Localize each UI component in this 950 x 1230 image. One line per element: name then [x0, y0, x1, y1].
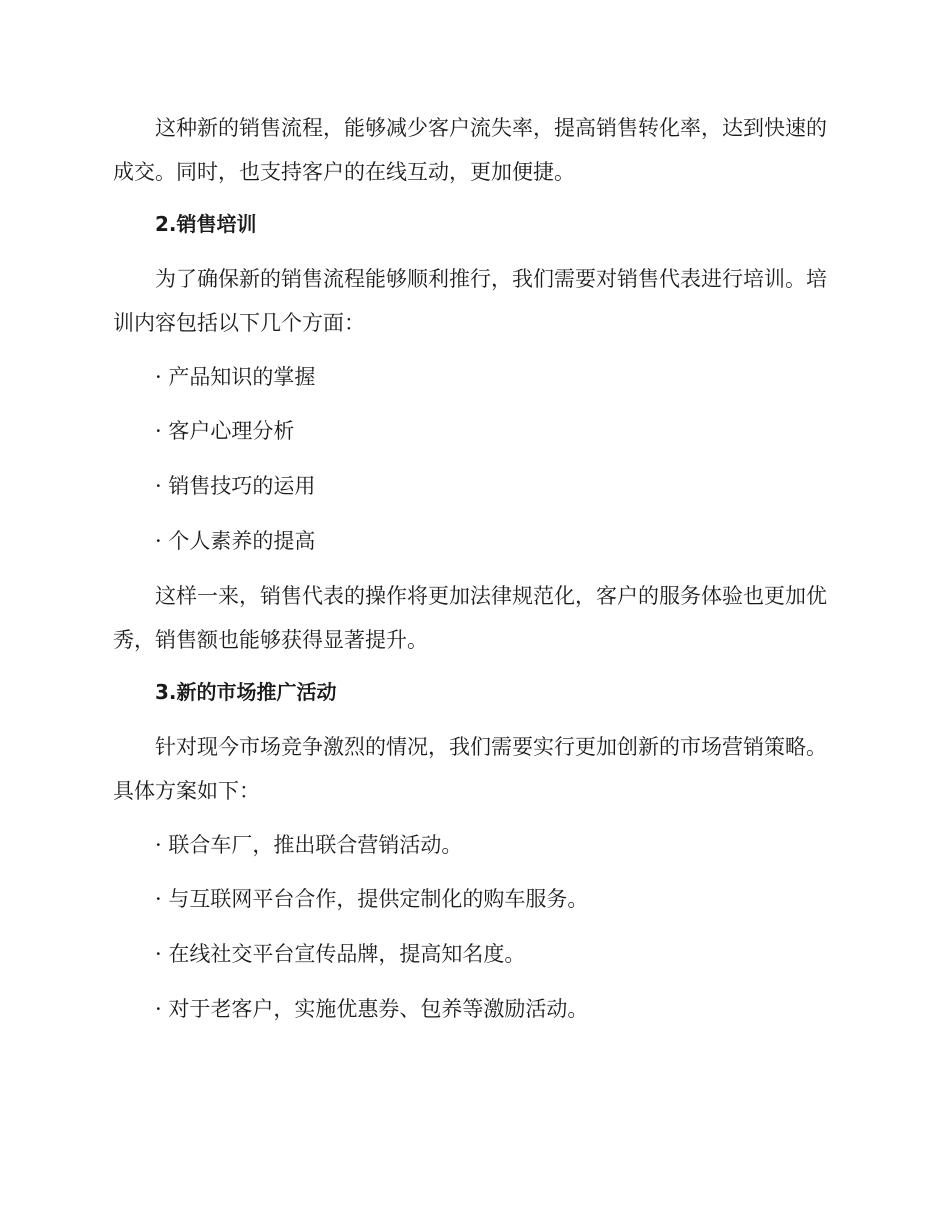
paragraph-training-intro: 为了确保新的销售流程能够顺利推行，我们需要对销售代表进行培训。培训内容包括以下几个方面： — [113, 267, 827, 335]
bullet-item: · 个人素养的提高 — [155, 529, 316, 553]
bullet-item: · 客户心理分析 — [155, 419, 295, 443]
paragraph-marketing-intro: 针对现今市场竞争激烈的情况，我们需要实行更加创新的市场营销策略。具体方案如下： — [113, 735, 827, 803]
section-heading-sales-training: 2.销售培训 — [155, 212, 257, 236]
paragraph-training-result: 这样一来，销售代表的操作将更加法律规范化，客户的服务体验也更加优秀，销售额也能够获得显著提升。 — [113, 584, 827, 652]
bullet-item: · 在线社交平台宣传品牌，提高知名度。 — [155, 942, 526, 966]
bullet-item: · 联合车厂，推出联合营销活动。 — [155, 833, 463, 857]
paragraph-sales-process: 这种新的销售流程，能够减少客户流失率，提高销售转化率，达到快速的成交。同时，也支持客户的在线互动，更加便捷。 — [113, 116, 827, 184]
bullet-item: · 产品知识的掌握 — [155, 365, 316, 389]
bullet-item: · 与互联网平台合作，提供定制化的购车服务。 — [155, 887, 589, 911]
bullet-item: · 销售技巧的运用 — [155, 474, 316, 498]
section-heading-marketing: 3.新的市场推广活动 — [155, 680, 337, 704]
bullet-item: · 对于老客户，实施优惠券、包养等激励活动。 — [155, 997, 589, 1021]
